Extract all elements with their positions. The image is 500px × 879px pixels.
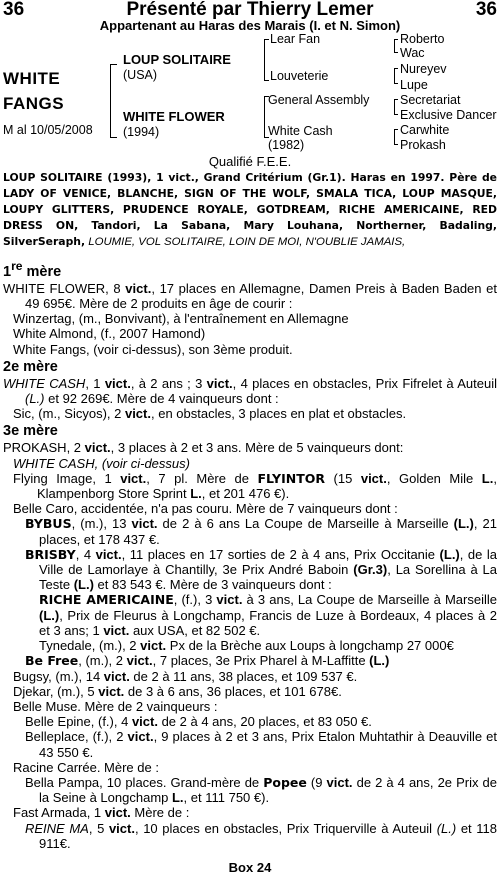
grandsire-dam: General Assembly [268,93,370,107]
text-run: , 11 places en 17 sorties de 2 à 4 ans, Prix Occitanie [121,546,440,562]
text-run: (L.) [439,546,460,562]
list-item [3,729,497,759]
third-dam-record [3,440,497,455]
text-run: vict. [95,546,122,562]
text-run: vict. [108,820,135,836]
text-run: vict. [127,729,154,745]
text-run: , 17 places en Allemagne, Damen Preis à Baden Baden et 49 695€. Mère de 2 produits en âge de courir : [25,280,498,312]
list-item [3,669,497,684]
text-run: Belle Epine, (f.), 4 [25,714,132,730]
text-run: (L.) [73,577,94,593]
list-item: White Fangs, (voir ci-dessus), son 3ème produit. [13,341,293,357]
text-run: vict. [104,375,131,391]
text-run: vict. [103,668,130,684]
text-run: , Klampenborg Store Sprint [37,470,497,502]
text-run: WHITE FLOWER, 8 [3,280,126,296]
text-run: de 2 à 6 ans La Coupe de Marseille à Marseille [157,516,454,532]
text-run: , Golden Mile [386,470,482,486]
ggp-2: Wac [400,46,425,60]
text-run: , 5 [88,820,109,836]
third-dam-heading: 3e mère [3,423,58,440]
granddam-dam-year: (1982) [268,138,305,152]
text-run: L. [190,486,202,502]
list-item [3,805,497,820]
text-run: de 2 à 4 ans, 2e Prix de la Seine à Longchamp [39,774,497,806]
lot-number-right: 36 [475,0,497,20]
text-run: (L.) [453,516,474,532]
list-item [3,684,497,699]
text-run: , et 201 476 €). [201,486,290,502]
dam-name: WHITE FLOWER [123,109,225,124]
text-run: vict. [104,805,131,821]
owner-line: Appartenant au Haras des Marais (I. et N. Simon) [99,18,401,33]
text-run: Mère de : [130,805,190,821]
sire-record-italic: LOUMIE, VOL SOLITAIRE, LOIN DE MOI, N'OUBLIE JAMAIS, [85,236,406,248]
list-item [3,547,497,593]
ggp-4: Lupe [400,78,428,92]
text-run: (L.) [436,820,457,836]
granddam-sire: Louveterie [270,69,329,83]
list-item: Winzertag, (m., Bonvivant), à l'entraînement en Allemagne [13,311,349,327]
text-run: PROKASH, 2 [3,440,85,456]
text-run: , de la Ville de Lamorlaye à Chantilly, 3e Prix André Baboin [39,546,497,578]
text-run: vict. [360,470,387,486]
text-run: et 92 269€. Mère de 4 vainqueurs dont : [44,391,279,407]
first-dam-num: 1 [3,263,12,280]
list-item [3,821,497,851]
list-item [3,592,497,638]
list-item [3,714,497,729]
list-item: Belle Muse. Mère de 2 vainqueurs : [13,698,218,714]
text-run: WHITE CASH [3,375,86,391]
text-run: vict. [84,440,111,456]
first-dam-heading [3,258,497,281]
text-run: de 3 à 6 ans, 36 places, et 101 678€. [124,683,342,699]
text-run: , Prix de Fleurus à Longchamp, Francis de Luze à Bordeaux, 4 places à 2 et 3 ans; 1 [39,607,497,638]
text-run: , (f.), 3 [173,592,217,608]
text-run: BYBUS [25,516,72,532]
text-run: vict. [131,516,158,532]
text-run: vict. [125,280,152,296]
text-run: , 4 places en obstacles, Prix Fifrelet à Auteuil [232,375,497,391]
granddam-dam: White Cash [268,124,333,138]
text-run: vict. [140,638,167,654]
list-item [3,456,497,471]
text-run: , 1 [85,375,105,391]
list-item [3,775,497,805]
pedigree-table [0,32,500,154]
text-run: Bella Pampa, 10 places. Grand-mère de [25,774,264,790]
sire-name: LOUP SOLITAIRE [123,52,231,67]
text-run: Djekar, (m.), 5 [13,683,99,699]
bracket-3c [394,99,398,115]
sire-record-bold: LOUP SOLITAIRE (1993), 1 vict., Grand Critérium (Gr.1). Haras en 1997. Père de LADY OF VENICE, BLANCHE, SIGN OF THE WOLF, SMALA TICA, LOUP MASQUE, LOUPY GLITTERS, PRUDENCE ROYALE, GOTDREAM, RICHE AMERICAINE, RED DRESS ON, Tandori, La Sabana, Mary Louhana, Northerner, Badaling, SilverSeraph, [3,171,497,248]
list-item [3,406,497,421]
first-dam-word: mère [22,263,62,280]
text-run: de 2 à 11 ans, 38 places, et 109 537 €. [129,668,358,684]
sire-record [3,170,497,250]
family-body [3,258,497,851]
pedigree-bracket-1 [110,64,117,138]
text-run: , 3 places à 2 et 3 ans. Mère de 5 vainqueurs dont: [110,440,404,456]
bracket-3a [394,39,398,53]
first-dam-record [3,281,497,311]
text-run: (L.) [25,391,45,407]
text-run: , La Sorellina à La Teste [39,562,497,593]
text-run: , 21 places, et 178 437 €. [39,516,497,547]
text-run: , et 111 750 €). [183,790,270,806]
text-run: RICHE AMERICAINE [39,592,174,608]
text-run: et 83 543 €. Mère de 3 vainqueurs dont : [93,577,332,593]
text-run: (15 [325,470,361,486]
ggp-5: Secretariat [400,93,461,107]
second-dam-heading: 2e mère [3,358,58,375]
text-run: WHITE CASH, (voir ci-dessus) [13,455,190,471]
text-run: , 9 places à 2 et 3 ans, Prix Etalon Muhtathir à Deauville et 43 550 €. [39,729,498,760]
text-run: Flying Image, 1 [13,470,121,486]
ggp-3: Nureyev [400,62,447,76]
text-run: , (m.), 2 [78,653,127,669]
text-run: FLYINTOR [257,470,325,486]
bracket-3d [394,129,398,145]
text-run: vict. [126,653,153,669]
horse-name-line1: WHITE [3,69,61,88]
text-run: et 118 911€. [39,820,498,851]
text-run: (9 [306,774,327,790]
text-run: L. [481,470,494,486]
box-number: Box 24 [228,860,272,875]
list-item [3,471,497,501]
consignor-title: Présenté par Thierry Lemer [126,0,374,20]
horse-name-line2: FANGS [3,94,65,113]
text-run: vict. [103,622,130,638]
text-run: Tynedale, (m.), 2 [39,638,141,654]
text-run: Bugsy, (m.), 14 [13,668,104,684]
bracket-3b [394,68,398,84]
ggp-1: Roberto [400,32,445,46]
list-item: Belle Caro, accidentée, n'a pas couru. Mère de 7 vainqueurs dont : [13,501,398,517]
text-run: Belleplace, (f.), 2 [25,729,128,745]
sire-country: (USA) [123,68,158,82]
text-run: Be Free [25,653,79,669]
text-run: vict. [124,406,151,422]
text-run: vict. [206,375,233,391]
text-run: Px de la Brèche aux Loups à longchamp 27 000€ [166,638,454,654]
text-run: , 4 [75,546,96,562]
text-run: , 10 places en obstacles, Prix Triquerville à Auteuil [134,820,437,836]
list-item [3,516,497,546]
ggp-8: Prokash [400,138,446,152]
text-run: , à 2 ans ; 3 [130,375,207,391]
text-run: L. [171,790,184,806]
text-run: vict. [131,714,158,730]
text-run: , en obstacles, 3 places en plat et obstacles. [150,406,407,422]
text-run: , 7 pl. Mère de [146,470,258,486]
text-run: BRISBY [25,546,76,562]
text-run: (L.) [369,653,390,669]
text-run: , 7 places, 3e Prix Pharel à M-Laffitte [152,653,370,669]
text-run: (Gr.3) [353,562,388,578]
text-run: REINE MA [25,820,89,836]
text-run: à 3 ans, La Coupe de Marseille à Marseille [242,592,497,608]
text-run: , (m.), 13 [71,516,132,532]
text-run: vict. [216,592,243,608]
text-run: Fast Armada, 1 [13,805,105,821]
list-item: Racine Carrée. Mère de : [13,759,159,775]
first-dam-sup: re [11,259,23,273]
second-dam-record [3,376,497,406]
list-item: White Almond, (f., 2007 Hamond) [13,326,206,342]
pedigree-bracket-2a [264,39,269,81]
text-run: aux USA, et 82 502 €. [129,622,261,638]
text-run: vict. [98,683,125,699]
lot-number-left: 36 [3,0,25,20]
text-run: (L.) [39,607,60,623]
ggp-7: Carwhite [400,123,450,137]
ggp-6: Exclusive Dancer [400,108,497,122]
list-item [3,653,497,668]
dam-year: (1994) [123,125,160,139]
horse-sex-birth: M al 10/05/2008 [3,123,93,137]
text-run: vict. [120,470,147,486]
text-run: vict. [326,774,353,790]
text-run: de 2 à 4 ans, 20 places, et 83 050 €. [157,714,372,730]
catalogue-header [0,0,500,34]
grandsire-sire: Lear Fan [270,32,321,46]
text-run: Popee [263,774,307,790]
text-run: Sic, (m., Sicyos), 2 [13,406,125,422]
qualification: Qualifié F.E.E. [208,154,292,169]
list-item [3,638,497,653]
